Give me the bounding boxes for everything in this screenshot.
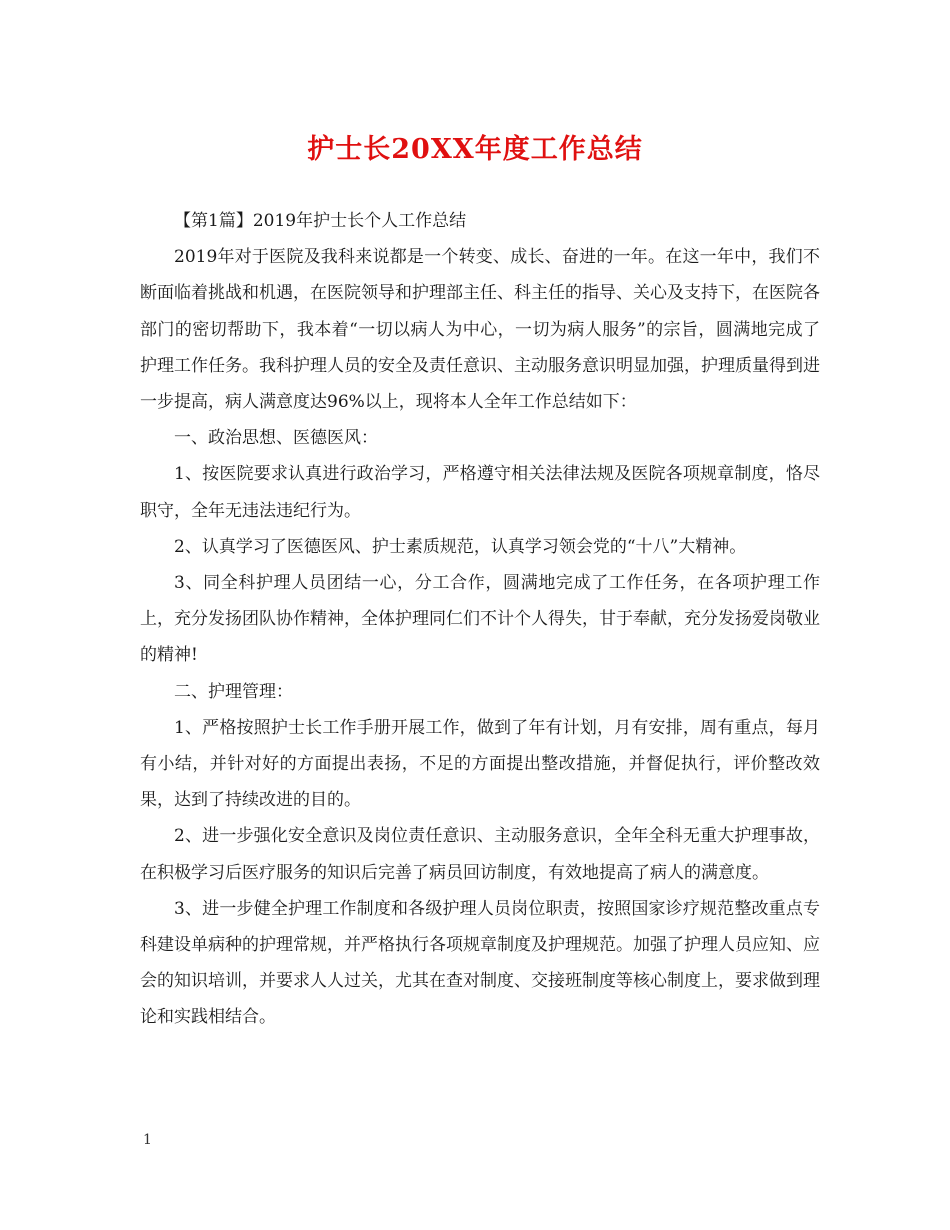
politics-item-3: 3、同全科护理人员团结一心，分工合作，圆满地完成了工作任务，在各项护理工作上，充分发扬团队协作精神，全体护理同仁们不计个人得失，甘于奉献，充分发扬爱岗敬业的精神! bbox=[140, 573, 820, 666]
section-heading-politics: 一、政治思想、医德医风： bbox=[174, 428, 378, 449]
document-body bbox=[140, 203, 820, 1036]
management-item-3: 3、进一步健全护理工作制度和各级护理人员岗位职责，按照国家诊疗规范整改重点专科建设单病种的护理常规，并严格执行各项规章制度及护理规范。加强了护理人员应知、应会的知识培训，并要求人人过关，尤其在查对制度、交接班制度等核心制度上，要求做到理论和实践相结合。 bbox=[140, 898, 820, 1028]
section-heading-part-1: 【第1篇】2019年护士长个人工作总结 bbox=[174, 211, 467, 231]
document-title: 护士长20XX年度工作总结 bbox=[307, 134, 643, 165]
politics-item-1: 1、按医院要求认真进行政治学习，严格遵守相关法律法规及医院各项规章制度，恪尽职守，全年无违法违纪行为。 bbox=[140, 464, 820, 521]
management-item-2: 2、进一步强化安全意识及岗位责任意识、主动服务意识，全年全科无重大护理事故，在积极学习后医疗服务的知识后完善了病员回访制度，有效地提高了病人的满意度。 bbox=[140, 826, 820, 883]
section-heading-nursing-management: 二、护理管理： bbox=[174, 681, 293, 702]
management-item-1: 1、严格按照护士长工作手册开展工作，做到了年有计划，月有安排，周有重点，每月有小结，并针对好的方面提出表扬，不足的方面提出整改措施，并督促执行，评价整改效果，达到了持续改进的目的。 bbox=[140, 717, 820, 811]
page-number: 1 bbox=[143, 1132, 152, 1148]
intro-paragraph: 2019年对于医院及我科来说都是一个转变、成长、奋进的一年。在这一年中，我们不断面临着挑战和机遇，在医院领导和护理部主任、科主任的指导、关心及支持下，在医院各部门的密切帮助下，我本着“一切以病人为中心，一切为病人服务”的宗旨，圆满地完成了护理工作任务。我科护理人员的安全及责任意识、主动服务意识明显加强，护理质量得到进一步提高，病人满意度达96%以上，现将本人全年工作总结如下： bbox=[140, 247, 820, 413]
politics-item-2: 2、认真学习了医德医风、护士素质规范，认真学习领会党的“十八”大精神。 bbox=[174, 536, 747, 557]
